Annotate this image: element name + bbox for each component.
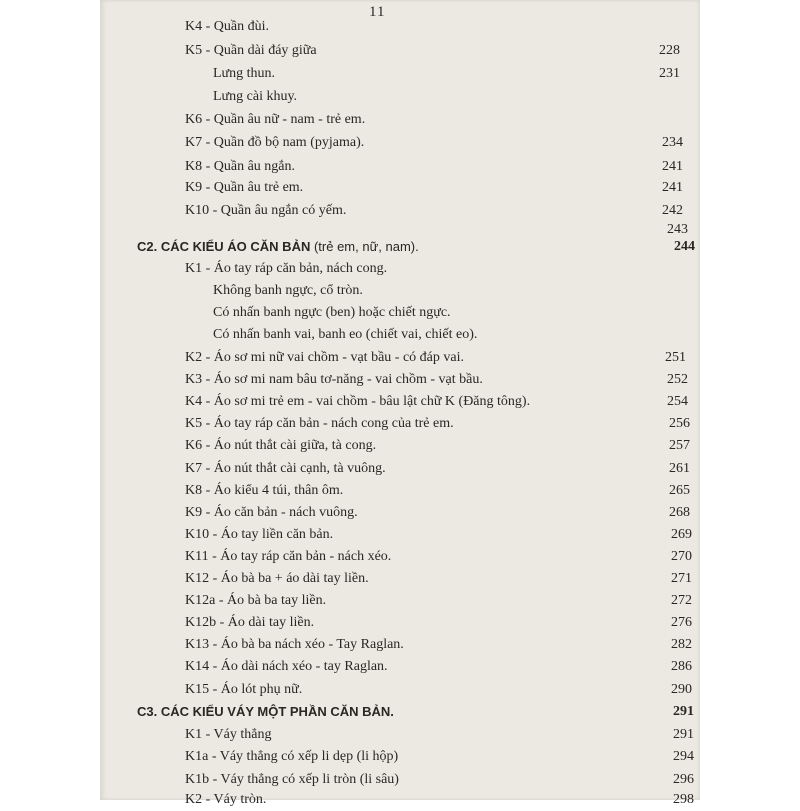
toc-entry-label: K9 - Quần âu trẻ em. (185, 180, 304, 195)
toc-entry (0, 347, 800, 369)
toc-entry (0, 391, 800, 413)
toc-entry (0, 746, 800, 768)
toc-entry-label: K8 - Quần âu ngắn. (185, 159, 296, 174)
toc-section (0, 236, 800, 258)
toc-entry (0, 280, 800, 302)
toc-entry-page: 269 (671, 527, 692, 542)
toc-entry-label: K5 - Áo tay ráp căn bản - nách cong của trẻ em. (185, 416, 454, 431)
toc-entry-label: K14 - Áo dài nách xéo - tay Raglan. (185, 659, 388, 674)
toc-entry-page: 291 (673, 727, 694, 742)
toc-entry (0, 612, 800, 634)
toc-entry-label: Lưng cài khuy. (213, 89, 298, 104)
toc-entry-label: K8 - Áo kiểu 4 túi, thân ôm. (185, 483, 344, 498)
toc-entry-page: 251 (665, 350, 686, 365)
toc-entry-label: C2. CÁC KIỂU ÁO CĂN BẢN (trẻ em, nữ, nam). (137, 239, 419, 254)
toc-entry-label: K3 - Áo sơ mi nam bâu tơ-năng - vai chồm - vạt bầu. (185, 372, 483, 387)
toc-entry (0, 568, 800, 590)
toc-entry (0, 480, 800, 502)
toc-entry (0, 369, 800, 391)
toc-entry-page: 261 (669, 461, 690, 476)
toc-entry (0, 324, 800, 346)
toc-entry-label: K15 - Áo lót phụ nữ. (185, 682, 303, 697)
toc-entry-label: K4 - Quần đùi. (185, 19, 269, 34)
toc-entry (0, 63, 800, 85)
toc-entry-label: K5 - Quần dài đáy giữa (185, 43, 317, 58)
toc-entry-label: K6 - Quần âu nữ - nam - trẻ em. (185, 112, 366, 127)
toc-entry-label: C3. CÁC KIỂU VÁY MỘT PHẦN CĂN BẢN. (137, 704, 394, 719)
toc-entry (0, 16, 800, 38)
toc-entry-page: 244 (674, 239, 695, 254)
toc-entry-page: 231 (659, 66, 680, 81)
toc-entry (0, 40, 800, 62)
toc-entry-page: 296 (673, 772, 694, 787)
toc-entry-page: 272 (671, 593, 692, 608)
toc-entry-page: 265 (669, 483, 690, 498)
toc-entry-label: K1b - Váy thẳng có xếp li tròn (li sâu) (185, 772, 399, 787)
toc-entry (0, 524, 800, 546)
toc-entry-page: 268 (669, 505, 690, 520)
toc-entry-label: K12 - Áo bà ba + áo dài tay liền. (185, 571, 369, 586)
toc-entry-page: 228 (659, 43, 680, 58)
toc-entry-page: 298 (673, 792, 694, 807)
toc-entry (0, 789, 800, 811)
toc-entry-page: 282 (671, 637, 692, 652)
toc-entry (0, 502, 800, 524)
toc-entry-label: K1 - Áo tay ráp căn bản, nách cong. (185, 261, 388, 276)
toc-entry-page: 234 (662, 135, 683, 150)
toc-entry (0, 724, 800, 746)
toc-entry-label: K10 - Áo tay liền căn bản. (185, 527, 334, 542)
toc-entry-page: 254 (667, 394, 688, 409)
toc-entry-label: K12a - Áo bà ba tay liền. (185, 593, 327, 608)
toc-entry (0, 156, 800, 178)
toc-entry-label: K12b - Áo dài tay liền. (185, 615, 315, 630)
toc-entry-page: 241 (662, 180, 683, 195)
toc-entry-label: K10 - Quần âu ngắn có yếm. (185, 203, 347, 218)
toc-entry (0, 546, 800, 568)
toc-entry-label: Có nhấn banh ngực (ben) hoặc chiết ngực. (213, 305, 451, 320)
page-number: 11 (369, 4, 386, 20)
toc-entry-page: 257 (669, 438, 690, 453)
toc-entry-page: 256 (669, 416, 690, 431)
toc-entry (0, 435, 800, 457)
toc-entry-page: 271 (671, 571, 692, 586)
toc-entry (0, 177, 800, 199)
toc-entry (0, 86, 800, 108)
toc-entry (0, 302, 800, 324)
toc-entry-label: K7 - Quần đồ bộ nam (pyjama). (185, 135, 365, 150)
toc-entry (0, 679, 800, 701)
toc-entry-page: 290 (671, 682, 692, 697)
toc-entry-label: Có nhấn banh vai, banh eo (chiết vai, chiết eo). (213, 327, 478, 342)
toc-entry (0, 769, 800, 791)
toc-section (0, 701, 800, 723)
toc-entry-label: K11 - Áo tay ráp căn bản - nách xéo. (185, 549, 392, 564)
toc-entry-label: K4 - Áo sơ mi trẻ em - vai chồm - bâu lật chữ K (Đăng tông). (185, 394, 531, 409)
toc-entry (0, 258, 800, 280)
toc-entry-page: 243 (667, 222, 688, 237)
toc-entry-label: K2 - Áo sơ mi nữ vai chồm - vạt bầu - có đáp vai. (185, 350, 464, 365)
toc-entry (0, 458, 800, 480)
toc-entry-label: Không banh ngực, cổ tròn. (213, 283, 363, 298)
toc-entry (0, 590, 800, 612)
toc-entry (0, 634, 800, 656)
toc-entry-label: K13 - Áo bà ba nách xéo - Tay Raglan. (185, 637, 404, 652)
toc-entry (0, 413, 800, 435)
toc-entry-page: 242 (662, 203, 683, 218)
toc-entry-label: Lưng thun. (213, 66, 276, 81)
toc-entry-page: 270 (671, 549, 692, 564)
toc-entry (0, 656, 800, 678)
toc-section-subtitle: (trẻ em, nữ, nam). (313, 239, 419, 254)
toc-entry-label: K6 - Áo nút thắt cài giữa, tà cong. (185, 438, 377, 453)
toc-entry-label: K9 - Áo căn bản - nách vuông. (185, 505, 358, 520)
toc-entry-label: K2 - Váy tròn. (185, 792, 267, 807)
toc-entry-page: 294 (673, 749, 694, 764)
toc-entry-label: K7 - Áo nút thắt cài cạnh, tà vuông. (185, 461, 386, 476)
toc-entry-page: 252 (667, 372, 688, 387)
toc-entry-label: K1a - Váy thẳng có xếp li dẹp (li hộp) (185, 749, 399, 764)
toc-entry-page: 276 (671, 615, 692, 630)
toc-entry-page: 286 (671, 659, 692, 674)
toc-entry-page: 291 (673, 704, 694, 719)
toc-entry (0, 109, 800, 131)
toc-entry-label: K1 - Váy thẳng (185, 727, 272, 742)
toc-entry-page: 241 (662, 159, 683, 174)
toc-entry (0, 132, 800, 154)
